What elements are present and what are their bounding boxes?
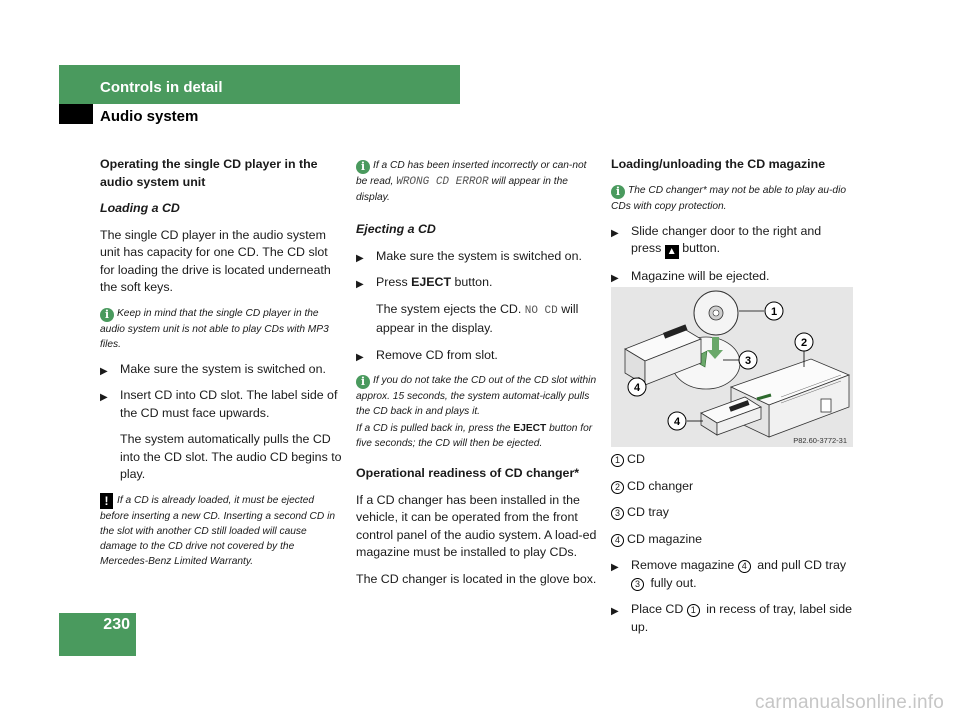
- step-item: ▶ Remove magazine 4 and pull CD tray 3 fully out.: [611, 558, 847, 590]
- page-number: 230: [103, 616, 130, 633]
- heading-single-cd: Operating the single CD player in the audio system unit: [100, 157, 318, 189]
- figure-legend: [611, 451, 854, 548]
- step-arrow-icon: ▶: [611, 273, 619, 284]
- step-item: ▶ Press EJECT button.: [356, 274, 599, 292]
- step-arrow-icon: ▶: [611, 606, 619, 617]
- info-note: i If you do not take the CD out of the CD slot within approx. 15 seconds, the system automat-ically pulls the CD back in and plays it.: [356, 375, 597, 417]
- paragraph: If a CD changer has been installed in the vehicle, it can be operated from the front control panel of the audio system. A load-ed magazine must be installed to play CDs.: [356, 492, 597, 559]
- info-note: i Keep in mind that the single CD player in the audio system unit is not able to play CDs with MP3 files.: [100, 307, 329, 350]
- eject-icon: ▲: [665, 245, 679, 259]
- step-item: ▶ Slide changer door to the right and press ▲ button.: [611, 223, 822, 257]
- svg-text:3: 3: [744, 355, 752, 367]
- info-icon: i: [100, 308, 114, 322]
- legend-item: 3 CD tray: [611, 504, 854, 522]
- info-icon: i: [356, 160, 370, 174]
- step-arrow-icon: ▶: [356, 279, 364, 290]
- warning-note: ! If a CD is already loaded, it must be ejected before inserting a new CD. Inserting a second CD in the slot with another CD still loaded will cause damage to the CD drive not covered by the Mercedes-Benz Limited Warranty.: [100, 493, 335, 567]
- subheading-ejecting-cd: Ejecting a CD: [356, 222, 436, 236]
- legend-item: 1 CD: [611, 451, 854, 469]
- step-item: ▶ Make sure the system is switched on.: [356, 248, 599, 266]
- legend-item: 4 CD magazine: [611, 531, 854, 549]
- info-icon: i: [356, 375, 370, 389]
- cd-changer-drawing: [611, 287, 853, 447]
- step-item: ▶ Remove CD from slot.: [356, 347, 599, 365]
- info-note-continued: If a CD is pulled back in, press the EJECT button for five seconds; the CD will then be ejected.: [356, 423, 593, 449]
- step-arrow-icon: ▶: [100, 365, 108, 377]
- info-note: i The CD changer* may not be able to play au-dio CDs with copy protection.: [611, 184, 847, 212]
- legend-item: 2 CD changer: [611, 478, 854, 496]
- step-arrow-icon: ▶: [100, 392, 108, 403]
- column-3-lower: [611, 451, 854, 645]
- step-detail: The system ejects the CD. NO CD will appear in the display.: [376, 301, 579, 335]
- step-arrow-icon: ▶: [356, 252, 364, 264]
- heading-magazine: Loading/unloading the CD magazine: [611, 157, 826, 171]
- subheading-loading-cd: Loading a CD: [100, 201, 180, 215]
- section-marker: [59, 104, 93, 124]
- heading-cd-changer: Operational readiness of CD changer*: [356, 466, 580, 480]
- step-detail: The system automatically pulls the CD into the CD slot. The audio CD begins to play.: [120, 432, 342, 481]
- info-note: i If a CD has been inserted incorrectly or can-not be read, WRONG CD ERROR will appear in the display.: [356, 160, 587, 203]
- cd-changer-illustration: [611, 287, 853, 447]
- step-arrow-icon: ▶: [611, 562, 619, 573]
- eject-key: EJECT: [411, 275, 452, 289]
- section-title: Audio system: [100, 108, 199, 125]
- step-arrow-icon: ▶: [356, 351, 364, 363]
- svg-text:4: 4: [633, 382, 641, 394]
- warning-icon: !: [100, 493, 113, 509]
- chapter-title: Controls in detail: [100, 79, 223, 96]
- info-icon: i: [611, 185, 625, 199]
- column-1: [100, 156, 343, 578]
- svg-text:4: 4: [673, 416, 681, 428]
- paragraph: The CD changer is located in the glove box.: [356, 571, 597, 586]
- figure-code: P82.60-3772-31: [793, 436, 847, 445]
- step-item: ▶ Make sure the system is switched on.: [100, 361, 343, 379]
- step-item: ▶ Magazine will be ejected.: [611, 268, 854, 286]
- svg-text:2: 2: [800, 337, 808, 349]
- column-3: [611, 156, 854, 295]
- step-item: ▶ Place CD 1 in recess of tray, label side up.: [611, 602, 852, 634]
- paragraph: The single CD player in the audio system unit has capacity for one CD. The CD slot for loading the drive is located underneath the soft keys.: [100, 227, 331, 294]
- watermark: carmanualsonline.info: [754, 692, 944, 713]
- svg-text:1: 1: [770, 306, 778, 318]
- page-number-box: [59, 613, 136, 656]
- step-arrow-icon: ▶: [611, 227, 619, 239]
- column-2: [356, 158, 599, 597]
- step-item: ▶ Insert CD into CD slot. The label side of the CD must face upwards.: [100, 388, 338, 420]
